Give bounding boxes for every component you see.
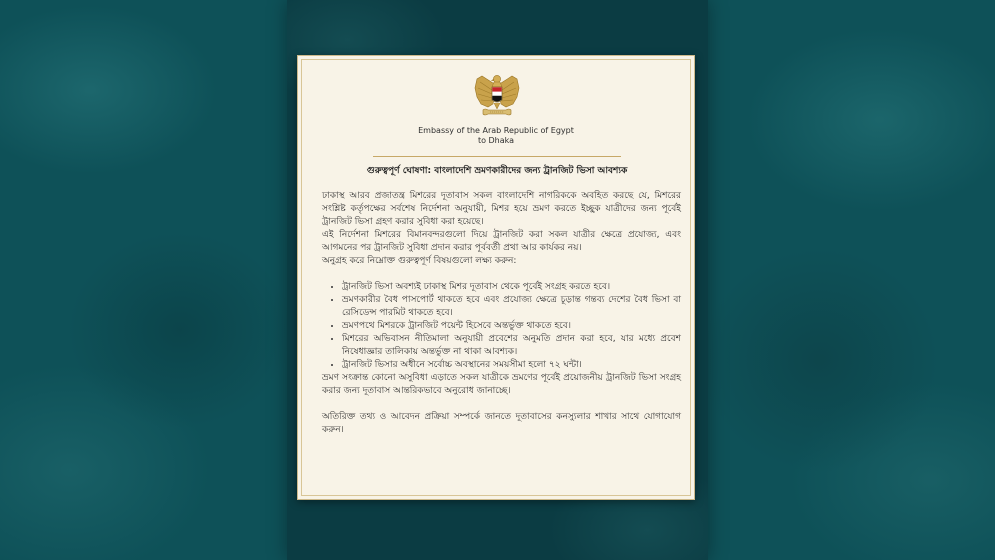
list-item: • ট্রানজিট ভিসার অধীনে সর্বোচ্চ অবস্থানের সময়সীমা হলো ৭২ ঘন্টা। [342,359,681,372]
important-points-list [322,281,681,372]
embassy-name [298,126,694,146]
spacer [322,268,681,281]
list-item: • ভ্রমণপথে মিশরকে ট্রানজিট পয়েন্ট হিসেবে অন্তর্ভুক্ত থাকতে হবে। [342,320,681,333]
embassy-name-line2: to Dhaka [477,136,515,145]
notice-body [322,190,681,437]
request-paragraph: ভ্রমণ সংক্রান্ত কোনো অসুবিধা এড়াতে সকল যাত্রীকে ভ্রমণের পূর্বেই প্রয়োজনীয় ট্রানজিট ভিসা সংগ্রহ করার জন্য দূতাবাস আন্তরিকভাবে অনুরোধ জানাচ্ছে। [322,373,681,396]
header-divider [373,156,621,157]
points-lead-in: অনুগ্রহ করে নিম্নোক্ত গুরুত্বপূর্ণ বিষয়গুলো লক্ষ্য করুন: [322,256,517,266]
list-item: • ট্রানজিট ভিসা অবশ্যই ঢাকাস্থ মিশর দূতাবাস থেকে পূর্বেই সংগ্রহ করতে হবে। [342,281,681,294]
intro-paragraph: ঢাকাস্থ আরব প্রজাতন্ত্র মিশরের দূতাবাস সকল বাংলাদেশি নাগরিককে অবহিত করছে যে, মিশরের সংশ্লিষ্ট কর্তৃপক্ষের সর্বশেষ নির্দেশনা অনুযায়ী, মিশর হয়ে ভ্রমণ করতে ইচ্ছুক যাত্রীদের জন্য পূর্বেই ট্রানজিট ভিসা গ্রহণ করার সুবিধা করা হয়েছে। [322,191,681,227]
list-item: • ভ্রমণকারীর বৈধ পাসপোর্ট থাকতে হবে এবং প্রযোজ্য ক্ষেত্রে চূড়ান্ত গন্তব্য দেশের বৈধ ভিসা বা রেসিডেন্স পারমিট থাকতে হবে। [342,294,681,320]
notice-document [297,55,695,500]
intro-paragraph: এই নির্দেশনা মিশরের বিমানবন্দরগুলো দিয়ে ট্রানজিট করা সকল যাত্রীর ক্ষেত্রে প্রযোজ্য, এবং আগমনের পর ট্রানজিট সুবিধা প্রদান করার পূর্ববর্তী প্রথা আর কার্যকর নয়। [322,230,681,253]
contact-paragraph: অতিরিক্ত তথ্য ও আবেদন প্রক্রিয়া সম্পর্কে জানতে দূতাবাসের কনস্যুলার শাখার সাথে যোগাযোগ করুন। [322,412,681,435]
egypt-eagle-emblem-icon [472,70,522,122]
embassy-name-line1: Embassy of the Arab Republic of Egypt [418,126,574,135]
spacer [322,398,681,411]
notice-title: গুরুত্বপূর্ণ ঘোষণা: বাংলাদেশি ভ্রমণকারীদের জন্য ট্রানজিট ভিসা আবশ্যক [366,166,628,176]
list-item: • মিশরের অভিবাসন নীতিমালা অনুযায়ী প্রবেশের অনুমতি প্রদান করা হবে, যার মধ্যে প্রবেশ নিষেধাজ্ঞার তালিকায় অন্তর্ভুক্ত না থাকা আবশ্যক। [342,333,681,359]
